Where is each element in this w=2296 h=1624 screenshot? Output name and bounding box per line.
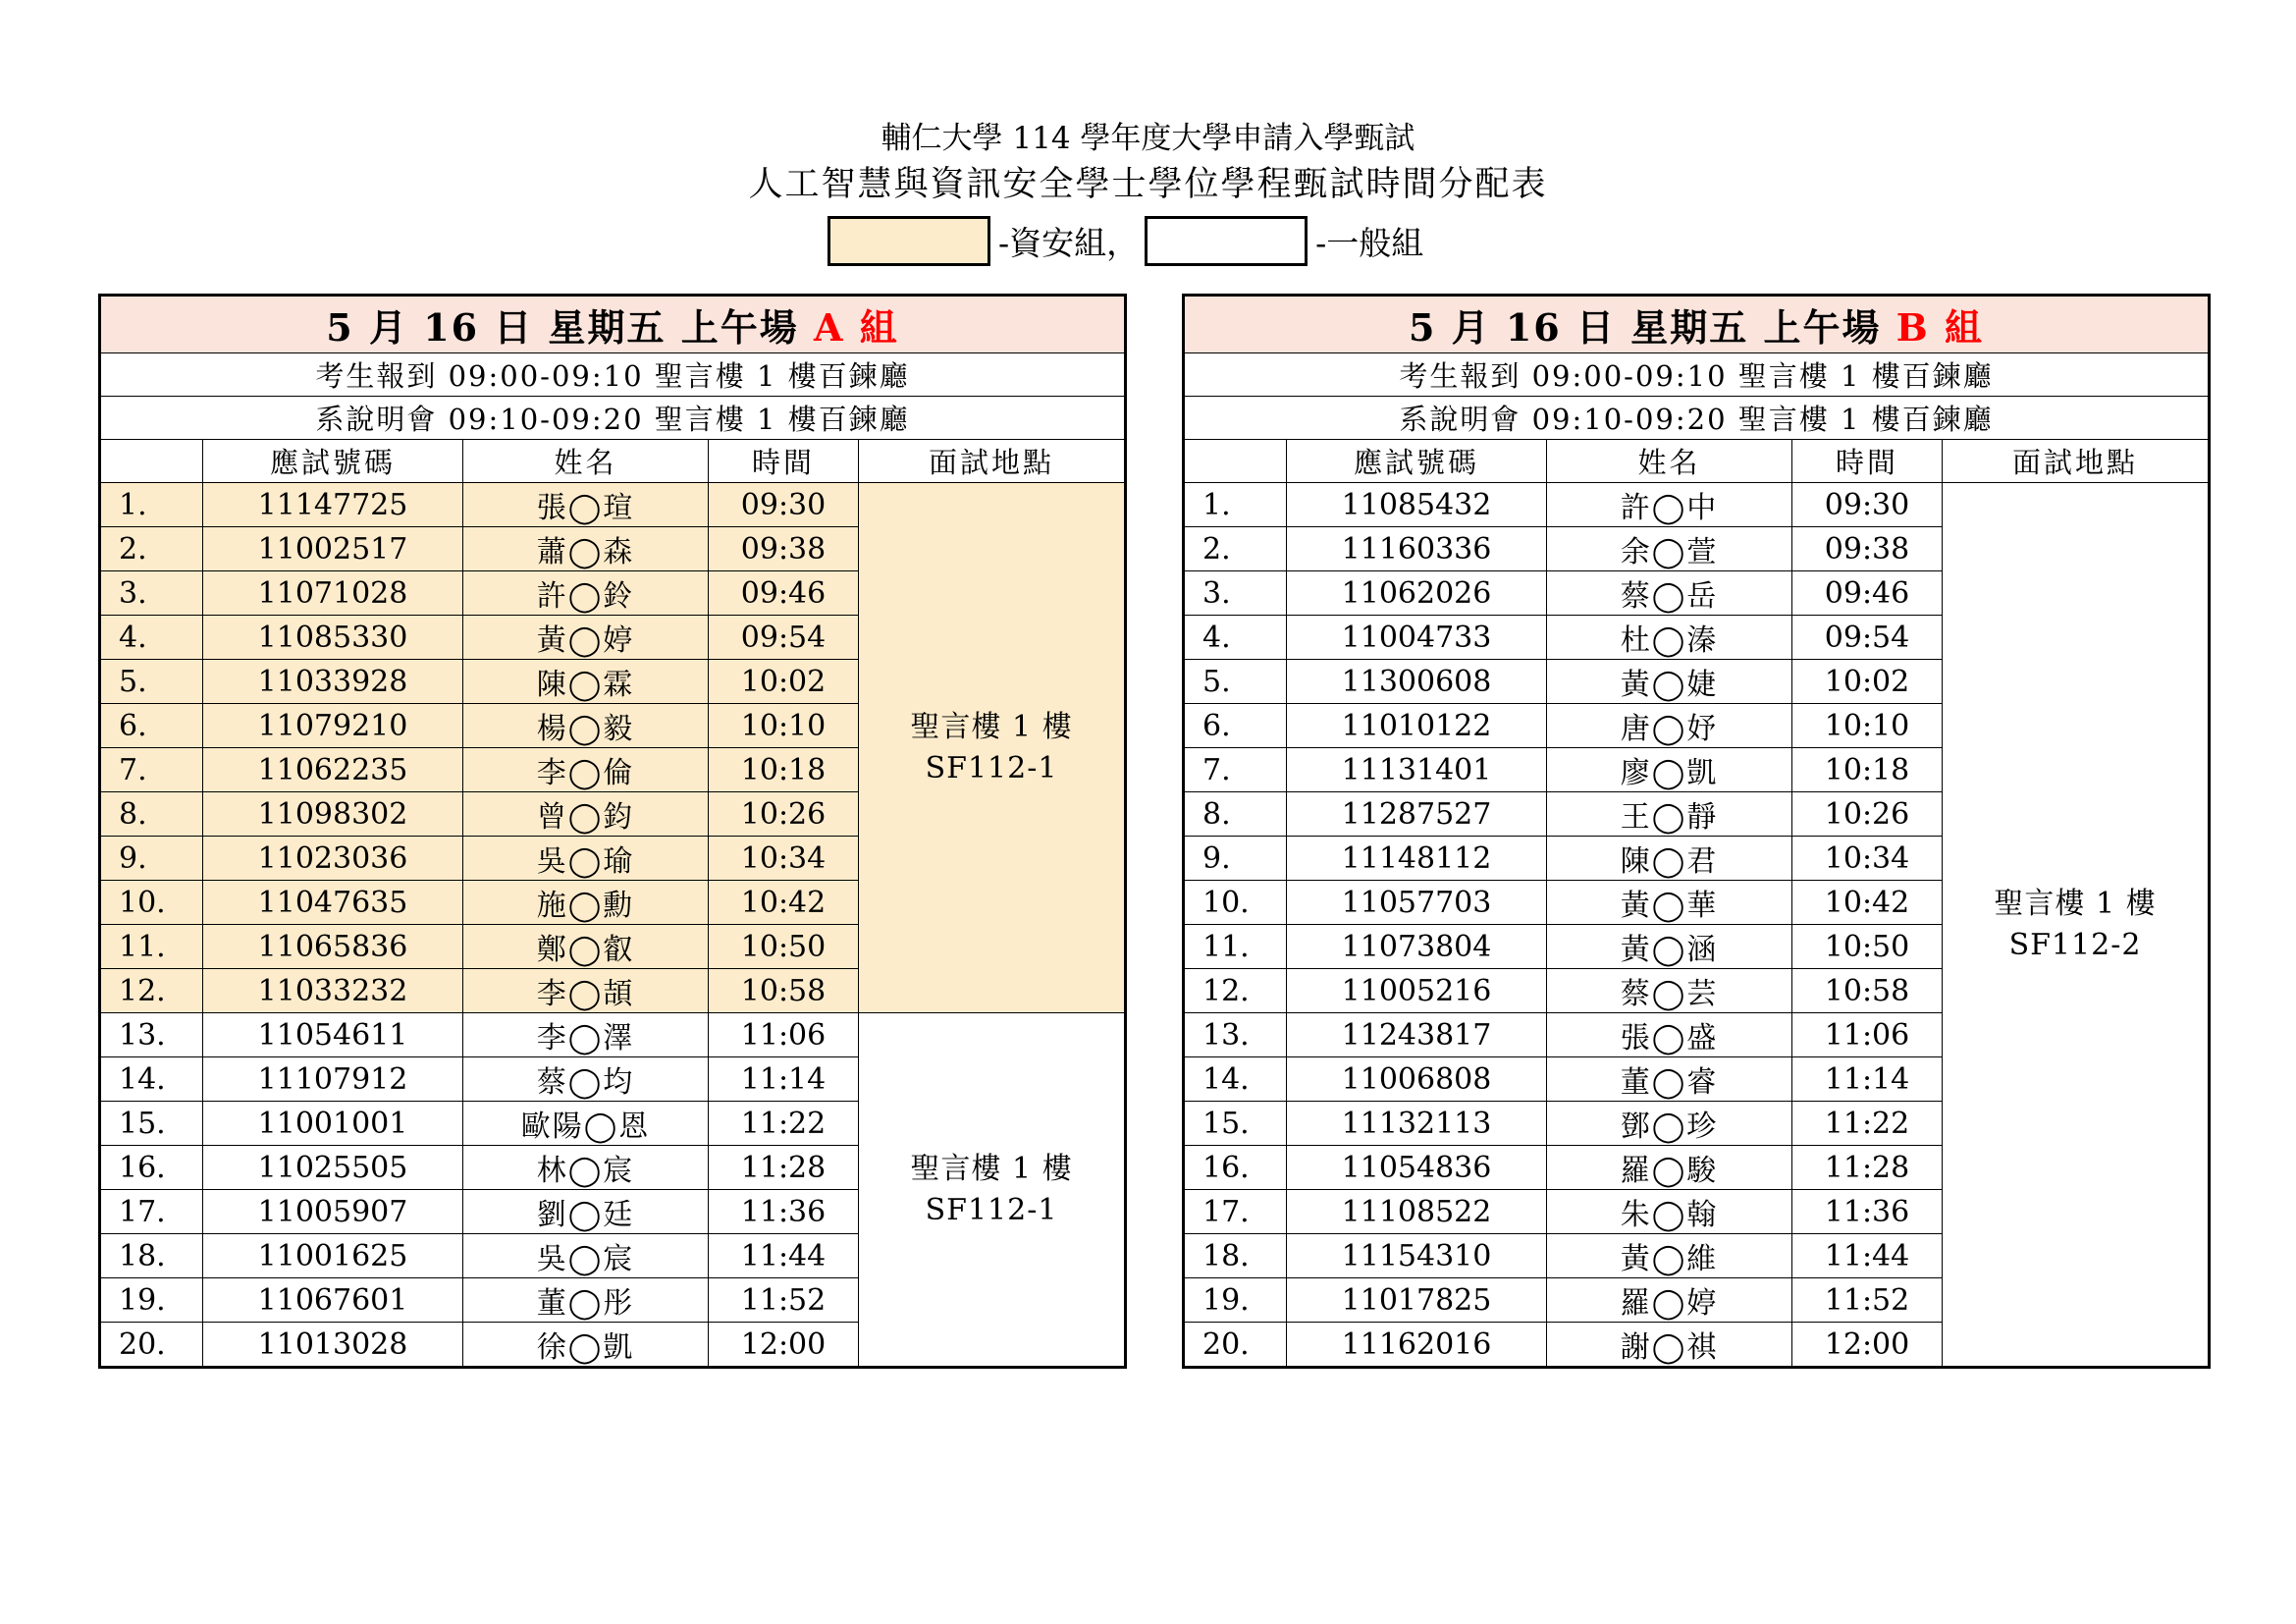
applicant-name: 鄭◯叡 [463,925,709,969]
interview-time: 10:58 [709,969,859,1013]
applicant-id: 11005216 [1287,969,1547,1013]
row-number: 12. [1184,969,1287,1013]
applicant-id: 11033928 [203,660,463,704]
table-row [1184,483,2210,527]
row-number: 13. [1184,1013,1287,1057]
interview-time: 10:34 [709,837,859,881]
row-number: 18. [100,1234,203,1278]
checkin-info: 考生報到 09:00-09:10 聖言樓 1 樓百鍊廳 [1184,353,2210,397]
location-building: 聖言樓 1 樓 [910,709,1073,744]
column-header-time: 時間 [1792,440,1943,483]
applicant-id: 11073804 [1287,925,1547,969]
interview-time: 09:38 [1792,527,1943,571]
session-title-row [1184,296,2210,353]
applicant-name: 許◯鈴 [463,571,709,616]
interview-time: 10:18 [1792,748,1943,792]
row-number: 1. [100,483,203,527]
applicant-name: 謝◯祺 [1547,1323,1792,1368]
interview-time: 11:44 [709,1234,859,1278]
location-room: SF112-1 [925,1192,1058,1227]
table-row [100,483,1126,527]
applicant-id: 11062235 [203,748,463,792]
session-title-row [100,296,1126,353]
applicant-name: 朱◯翰 [1547,1190,1792,1234]
applicant-id: 11079210 [203,704,463,748]
checkin-row [100,353,1126,397]
applicant-name: 余◯萱 [1547,527,1792,571]
interview-time: 10:02 [1792,660,1943,704]
interview-time: 10:10 [709,704,859,748]
applicant-id: 11033232 [203,969,463,1013]
interview-time: 11:28 [1792,1146,1943,1190]
interview-location [859,1013,1126,1368]
interview-time: 12:00 [709,1323,859,1368]
interview-time: 11:22 [1792,1102,1943,1146]
applicant-id: 11098302 [203,792,463,837]
column-header-row [1184,440,2210,483]
interview-time: 09:46 [1792,571,1943,616]
interview-time: 09:38 [709,527,859,571]
applicant-name: 黃◯維 [1547,1234,1792,1278]
interview-time: 10:34 [1792,837,1943,881]
interview-time: 10:18 [709,748,859,792]
applicant-id: 11243817 [1287,1013,1547,1057]
applicant-name: 許◯中 [1547,483,1792,527]
applicant-name: 楊◯毅 [463,704,709,748]
applicant-name: 李◯倫 [463,748,709,792]
applicant-name: 黃◯涵 [1547,925,1792,969]
applicant-id: 11004733 [1287,616,1547,660]
applicant-id: 11300608 [1287,660,1547,704]
applicant-name: 曾◯鈞 [463,792,709,837]
group-legend [828,213,1429,268]
applicant-id: 11017825 [1287,1278,1547,1323]
applicant-id: 11013028 [203,1323,463,1368]
applicant-id: 11062026 [1287,571,1547,616]
applicant-name: 李◯頡 [463,969,709,1013]
interview-time: 11:28 [709,1146,859,1190]
row-number: 16. [100,1146,203,1190]
location-building: 聖言樓 1 樓 [1994,886,2157,921]
interview-time: 11:06 [1792,1013,1943,1057]
column-header-name: 姓名 [1547,440,1792,483]
applicant-name: 董◯睿 [1547,1057,1792,1102]
row-number: 5. [100,660,203,704]
session-group-letter: A [814,305,845,350]
applicant-name: 黃◯婷 [463,616,709,660]
interview-time: 10:42 [709,881,859,925]
applicant-name: 蕭◯森 [463,527,709,571]
interview-time: 09:54 [709,616,859,660]
interview-time: 11:14 [1792,1057,1943,1102]
applicant-id: 11010122 [1287,704,1547,748]
column-header-id: 應試號碼 [203,440,463,483]
row-number: 9. [100,837,203,881]
row-number: 2. [100,527,203,571]
column-header-loc: 面試地點 [859,440,1126,483]
row-number: 8. [1184,792,1287,837]
applicant-name: 王◯靜 [1547,792,1792,837]
row-number: 6. [100,704,203,748]
session-title-prefix: 5 月 16 日 星期五 上午場 [326,305,814,350]
row-number: 11. [1184,925,1287,969]
interview-time: 09:30 [709,483,859,527]
column-header-no [100,440,203,483]
table-row [100,1013,1126,1057]
applicant-id: 11025505 [203,1146,463,1190]
applicant-id: 11162016 [1287,1323,1547,1368]
interview-time: 10:50 [1792,925,1943,969]
applicant-id: 11002517 [203,527,463,571]
interview-time: 11:52 [709,1278,859,1323]
applicant-id: 11054611 [203,1013,463,1057]
applicant-id: 11054836 [1287,1146,1547,1190]
briefing-row [1184,397,2210,440]
interview-time: 09:46 [709,571,859,616]
row-number: 5. [1184,660,1287,704]
checkin-info: 考生報到 09:00-09:10 聖言樓 1 樓百鍊廳 [100,353,1126,397]
applicant-name: 蔡◯均 [463,1057,709,1102]
applicant-id: 11005907 [203,1190,463,1234]
row-number: 3. [1184,571,1287,616]
row-number: 14. [1184,1057,1287,1102]
applicant-name: 吳◯瑜 [463,837,709,881]
applicant-id: 11006808 [1287,1057,1547,1102]
applicant-name: 杜◯溱 [1547,616,1792,660]
applicant-id: 11154310 [1287,1234,1547,1278]
interview-time: 10:10 [1792,704,1943,748]
interview-time: 10:26 [1792,792,1943,837]
row-number: 4. [1184,616,1287,660]
general-group-legend-label: -一般組 [1315,223,1424,262]
row-number: 9. [1184,837,1287,881]
applicant-name: 李◯澤 [463,1013,709,1057]
location-room: SF112-2 [2008,927,2142,962]
row-number: 17. [1184,1190,1287,1234]
row-number: 7. [1184,748,1287,792]
row-number: 18. [1184,1234,1287,1278]
row-number: 20. [100,1323,203,1368]
applicant-id: 11057703 [1287,881,1547,925]
location-building: 聖言樓 1 樓 [910,1151,1073,1186]
session-group-letter: B [1896,305,1930,350]
interview-time: 11:14 [709,1057,859,1102]
interview-time: 11:44 [1792,1234,1943,1278]
row-number: 4. [100,616,203,660]
applicant-id: 11023036 [203,837,463,881]
applicant-name: 吳◯宸 [463,1234,709,1278]
applicant-name: 鄧◯珍 [1547,1102,1792,1146]
applicant-id: 11085432 [1287,483,1547,527]
schedule-table-a [98,294,1127,1369]
session-group-suffix: 組 [1929,305,1985,350]
interview-time: 11:36 [709,1190,859,1234]
column-header-loc: 面試地點 [1943,440,2210,483]
applicant-id: 11108522 [1287,1190,1547,1234]
interview-time: 11:36 [1792,1190,1943,1234]
row-number: 11. [100,925,203,969]
column-header-time: 時間 [709,440,859,483]
row-number: 19. [1184,1278,1287,1323]
row-number: 15. [100,1102,203,1146]
general-group-swatch [1145,216,1308,266]
briefing-info: 系說明會 09:10-09:20 聖言樓 1 樓百鍊廳 [1184,397,2210,440]
applicant-id: 11148112 [1287,837,1547,881]
applicant-id: 11001625 [203,1234,463,1278]
interview-time: 12:00 [1792,1323,1943,1368]
row-number: 2. [1184,527,1287,571]
interview-time: 10:02 [709,660,859,704]
row-number: 10. [1184,881,1287,925]
session-title-prefix: 5 月 16 日 星期五 上午場 [1408,305,1896,350]
interview-time: 10:26 [709,792,859,837]
row-number: 6. [1184,704,1287,748]
interview-time: 11:22 [709,1102,859,1146]
session-group-suffix: 組 [844,305,899,350]
interview-time: 10:58 [1792,969,1943,1013]
row-number: 14. [100,1057,203,1102]
interview-time: 10:42 [1792,881,1943,925]
applicant-name: 徐◯凱 [463,1323,709,1368]
applicant-name: 唐◯妤 [1547,704,1792,748]
briefing-row [100,397,1126,440]
briefing-info: 系說明會 09:10-09:20 聖言樓 1 樓百鍊廳 [100,397,1126,440]
session-title [100,296,1126,353]
column-header-no [1184,440,1287,483]
row-number: 8. [100,792,203,837]
interview-time: 11:06 [709,1013,859,1057]
session-title [1184,296,2210,353]
applicant-name: 劉◯廷 [463,1190,709,1234]
row-number: 19. [100,1278,203,1323]
applicant-name: 陳◯君 [1547,837,1792,881]
row-number: 20. [1184,1323,1287,1368]
column-header-id: 應試號碼 [1287,440,1547,483]
row-number: 16. [1184,1146,1287,1190]
document-title-schedule: 人工智慧與資訊安全學士學位學程甄試時間分配表 [748,165,1548,204]
applicant-id: 11287527 [1287,792,1547,837]
applicant-name: 蔡◯芸 [1547,969,1792,1013]
row-number: 1. [1184,483,1287,527]
interview-time: 11:52 [1792,1278,1943,1323]
applicant-name: 施◯勳 [463,881,709,925]
location-room: SF112-1 [925,750,1058,785]
schedule-table-b [1182,294,2211,1369]
applicant-name: 歐陽◯恩 [463,1102,709,1146]
applicant-name: 黃◯婕 [1547,660,1792,704]
checkin-row [1184,353,2210,397]
column-header-name: 姓名 [463,440,709,483]
row-number: 13. [100,1013,203,1057]
column-header-row [100,440,1126,483]
row-number: 10. [100,881,203,925]
applicant-id: 11160336 [1287,527,1547,571]
applicant-id: 11085330 [203,616,463,660]
interview-time: 10:50 [709,925,859,969]
applicant-name: 羅◯駿 [1547,1146,1792,1190]
security-group-legend-label: -資安組， [998,223,1140,262]
applicant-name: 羅◯婷 [1547,1278,1792,1323]
applicant-id: 11001001 [203,1102,463,1146]
applicant-name: 陳◯霖 [463,660,709,704]
applicant-id: 11107912 [203,1057,463,1102]
interview-time: 09:30 [1792,483,1943,527]
applicant-name: 林◯宸 [463,1146,709,1190]
applicant-name: 張◯盛 [1547,1013,1792,1057]
applicant-id: 11071028 [203,571,463,616]
applicant-id: 11047635 [203,881,463,925]
applicant-name: 張◯瑄 [463,483,709,527]
applicant-id: 11067601 [203,1278,463,1323]
row-number: 7. [100,748,203,792]
applicant-name: 廖◯凱 [1547,748,1792,792]
applicant-name: 蔡◯岳 [1547,571,1792,616]
applicant-name: 黃◯華 [1547,881,1792,925]
interview-location [859,483,1126,1013]
applicant-id: 11132113 [1287,1102,1547,1146]
interview-location [1943,483,2210,1368]
interview-time: 09:54 [1792,616,1943,660]
security-group-swatch [828,216,990,266]
applicant-name: 董◯彤 [463,1278,709,1323]
row-number: 17. [100,1190,203,1234]
document-title-university: 輔仁大學 114 學年度大學申請入學甄試 [881,121,1415,156]
row-number: 15. [1184,1102,1287,1146]
applicant-id: 11147725 [203,483,463,527]
row-number: 3. [100,571,203,616]
applicant-id: 11065836 [203,925,463,969]
row-number: 12. [100,969,203,1013]
applicant-id: 11131401 [1287,748,1547,792]
